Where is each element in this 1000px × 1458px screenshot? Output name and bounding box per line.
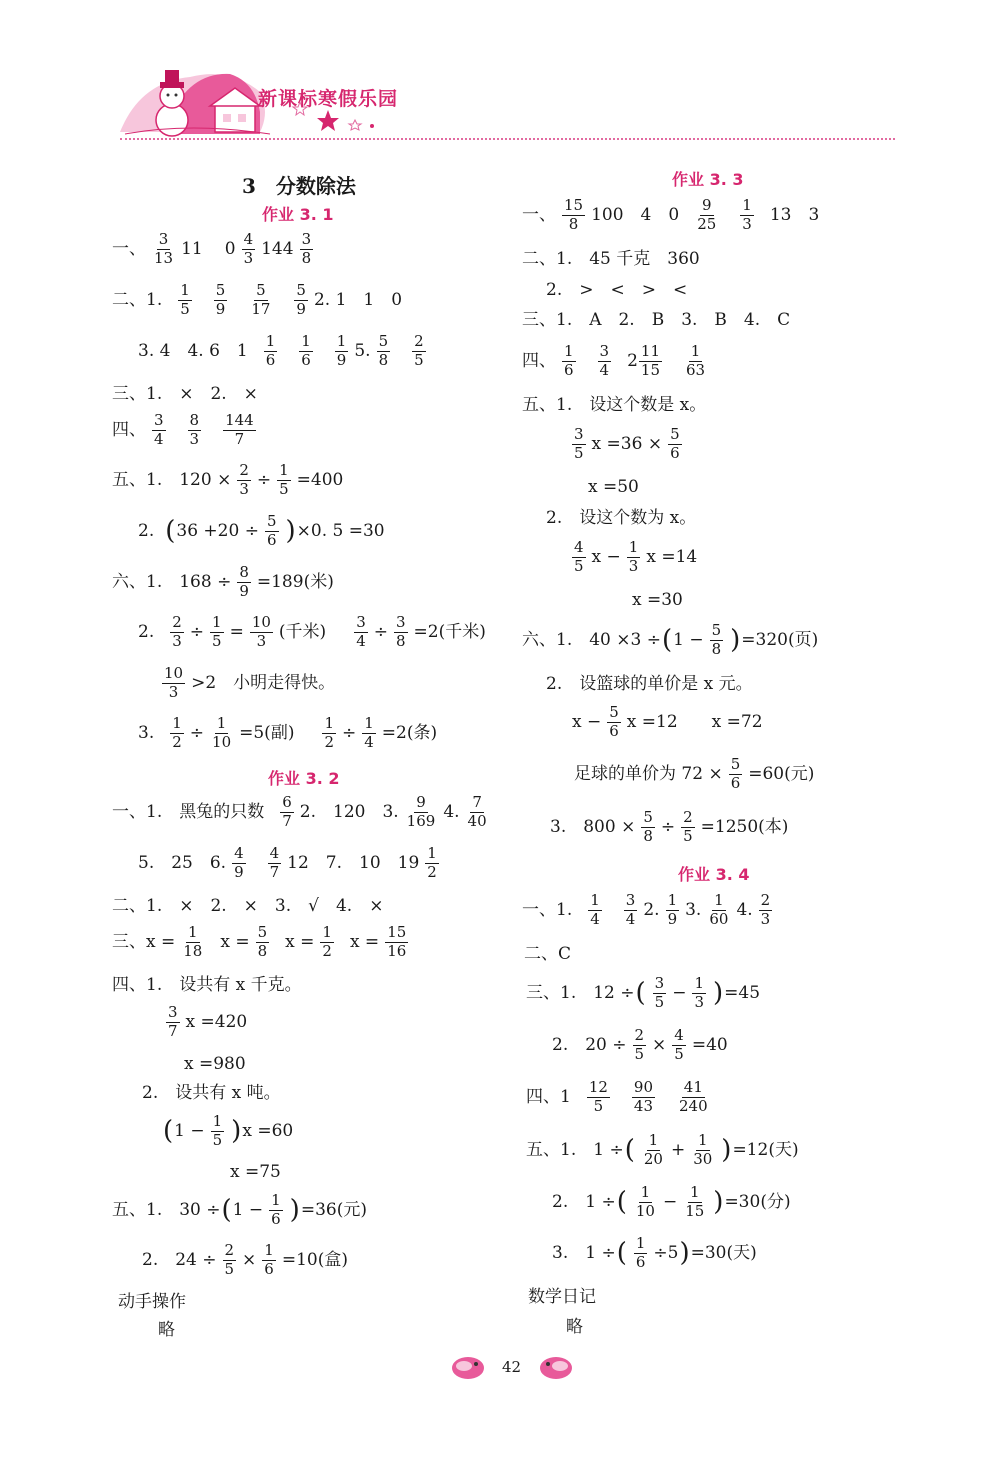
- hw-3-1-q1: 一、 $\frac{3}{13}$ 11 0 $\frac{4}{3}$ 144 $\frac{3}{8}$: [112, 230, 312, 267]
- fraction: $\frac{3}{13}$: [154, 230, 174, 267]
- hw-3-3-q6-3: 3. 800 × $\frac{5}{8}$ ÷ $\frac{2}{5}$ =1250(本): [550, 808, 789, 845]
- hw-3-3-q5-2-eq: $\frac{4}{5}$ x − $\frac{1}{3}$ x =14: [574, 538, 698, 575]
- hw-3-4-q4: 四、1 $\frac{12}{5}$ $\frac{90}{43}$ $\frac{41}{240}$: [526, 1078, 708, 1115]
- hw-3-1-q4: 四、 $\frac{3}{4}$ $\frac{8}{3}$ $\frac{144}{7}$: [112, 411, 254, 448]
- hw-3-2-q3: 三、x = $\frac{1}{18}$ x = $\frac{5}{8}$ x = $\frac{1}{2}$ x = $\frac{15}{16}$: [112, 923, 407, 960]
- hw-3-3-q5-2-ans: x =30: [632, 590, 683, 610]
- hw-3-3-q2-2: 2. > < > <: [546, 280, 688, 300]
- hw-3-1-q3: 三、1. × 2. ×: [112, 384, 258, 404]
- bird-right-icon: [536, 1352, 576, 1382]
- hw-3-1-title: 作业 3. 1: [262, 205, 334, 224]
- hw-3-3-q6-1: 六、1. 40 ×3 ÷ ( 1 − $\frac{5}{8}$ ) =320(页): [522, 621, 819, 658]
- hw-3-1-q5-1: 五、1. 120 × $\frac{2}{3}$ ÷ $\frac{1}{5}$ =400: [112, 461, 344, 498]
- hw-3-3-title: 作业 3. 3: [672, 170, 744, 189]
- hw-3-1-q2-row2: 3. 4 4. 6 1 $\frac{1}{6}$ $\frac{1}{6}$ $\frac{1}{9}$ 5. $\frac{5}{8}$ $\frac{2}{5}$: [138, 332, 424, 369]
- hw-3-2-q4-2-eq: ( 1 − $\frac{1}{5}$ ) x =60: [163, 1112, 294, 1149]
- hw-3-2-q4-1-eq: $\frac{3}{7}$ x =420: [168, 1003, 248, 1040]
- hw-3-2-q5-1: 五、1. 30 ÷ ( 1 − $\frac{1}{6}$ ) =36(元): [112, 1191, 367, 1228]
- hw-3-3-q5-2: 2. 设这个数为 x。: [546, 508, 697, 528]
- hands-on-label: 动手操作: [118, 1292, 186, 1312]
- hw-3-3-q6-2-foot: 足球的单价为 72 × $\frac{5}{6}$ =60(元): [574, 755, 815, 792]
- page-number: 42: [502, 1358, 522, 1376]
- header-divider: [120, 138, 895, 140]
- hw-3-3-q2-1: 二、1. 45 千克 360: [522, 249, 700, 269]
- math-diary-answer: 略: [566, 1317, 583, 1337]
- hw-3-1-q6-1: 六、1. 168 ÷ $\frac{8}{9}$ =189(米): [112, 563, 334, 600]
- hw-3-1-q2: 二、1. $\frac{1}{5}$ $\frac{5}{9}$ $\frac{5}{17}$ $\frac{5}{9}$ 2. 1 1 0: [112, 281, 403, 318]
- hw-3-3-q5-1-eq: $\frac{3}{5}$ x =36 × $\frac{5}{6}$: [574, 425, 680, 462]
- footer: [448, 1350, 578, 1384]
- header-banner: [110, 62, 440, 142]
- hw-3-4-q3-1: 三、1. 12 ÷ ( $\frac{3}{5}$ − $\frac{1}{3}$ ) =45: [526, 974, 761, 1011]
- hw-3-1-q6-2-row2: $\frac{10}{3}$ >2 小明走得快。: [164, 664, 336, 701]
- hw-3-2-q1: 一、1. 黑兔的只数 $\frac{6}{7}$ 2. 120 3. $\frac{9}{169}$ 4. $\frac{7}{40}$: [112, 793, 487, 830]
- hw-3-2-q4-1: 四、1. 设共有 x 千克。: [112, 975, 302, 995]
- hw-3-2-q2: 二、1. × 2. × 3. √ 4. ×: [112, 896, 384, 916]
- fraction: $\frac{3}{8}$: [301, 230, 312, 267]
- hw-3-2-q4-2-ans: x =75: [230, 1162, 281, 1182]
- hw-3-1-q5-2: 2. ( 36 +20 ÷ $\frac{5}{6}$ ) ×0. 5 =30: [138, 512, 385, 549]
- hands-on-answer: 略: [158, 1320, 175, 1340]
- math-diary-label: 数学日记: [528, 1287, 596, 1307]
- hw-3-1-q6-2: 2. $\frac{2}{3}$ ÷ $\frac{1}{5}$ = $\frac{10}{3}$ (千米) $\frac{3}{4}$ ÷ $\frac{3}{8}$ =2(千米): [138, 613, 486, 650]
- hw-3-4-q5-1: 五、1. 1 ÷ ( $\frac{1}{20}$ + $\frac{1}{30}$ ) =12(天): [526, 1131, 799, 1168]
- banner-title: 新课标寒假乐园: [258, 88, 399, 110]
- hw-3-3-q4: 四、 $\frac{1}{6}$ $\frac{3}{4}$ 2 $\frac{11}{15}$ $\frac{1}{63}$: [522, 342, 706, 379]
- hw-3-3-q5-1: 五、1. 设这个数是 x。: [522, 395, 707, 415]
- hw-3-3-q6-2: 2. 设篮球的单价是 x 元。: [546, 674, 753, 694]
- hw-3-4-q1: 一、1. $\frac{1}{4}$ $\frac{3}{4}$ 2. $\frac{1}{9}$ 3. $\frac{1}{60}$ 4. $\frac{2}{3}$: [522, 891, 771, 928]
- hw-3-4-q5-2: 2. 1 ÷ ( $\frac{1}{10}$ − $\frac{1}{15}$ ) =30(分): [552, 1183, 791, 1220]
- hw-3-2-q5-2: 2. 24 ÷ $\frac{2}{5}$ × $\frac{1}{6}$ =10(盒): [142, 1241, 348, 1278]
- section-title: 3 分数除法: [242, 174, 356, 198]
- fraction: $\frac{4}{3}$: [243, 230, 254, 267]
- hw-3-4-q5-3: 3. 1 ÷ ( $\frac{1}{6}$ ÷5 ) =30(天): [552, 1234, 757, 1271]
- hw-3-3-q3: 三、1. A 2. B 3. B 4. C: [522, 310, 791, 330]
- hw-3-4-q3-2: 2. 20 ÷ $\frac{2}{5}$ × $\frac{4}{5}$ =40: [552, 1026, 728, 1063]
- bird-left-icon: [448, 1352, 488, 1382]
- hw-3-4-q2: 二、C: [524, 944, 572, 964]
- hw-3-2-q4-2: 2. 设共有 x 吨。: [142, 1083, 281, 1103]
- hw-3-2-q1-row2: 5. 25 6. $\frac{4}{9}$ $\frac{4}{7}$ 12 7. 10 19 $\frac{1}{2}$: [138, 844, 437, 881]
- hw-3-3-q5-1-ans: x =50: [588, 477, 639, 497]
- hw-3-3-q6-2-eq: x − $\frac{5}{6}$ x =12 x =72: [572, 703, 763, 740]
- hw-3-3-q1: 一、 $\frac{15}{8}$ 100 4 0 $\frac{9}{25}$ $\frac{1}{3}$ 13 3: [522, 196, 820, 233]
- hw-3-2-title: 作业 3. 2: [268, 769, 340, 788]
- hw-3-4-title: 作业 3. 4: [678, 865, 750, 884]
- hw-3-1-q6-3: 3. $\frac{1}{2}$ ÷ $\frac{1}{10}$ =5(副) $\frac{1}{2}$ ÷ $\frac{1}{4}$ =2(条): [138, 714, 438, 751]
- hw-3-2-q4-1-ans: x =980: [184, 1054, 246, 1074]
